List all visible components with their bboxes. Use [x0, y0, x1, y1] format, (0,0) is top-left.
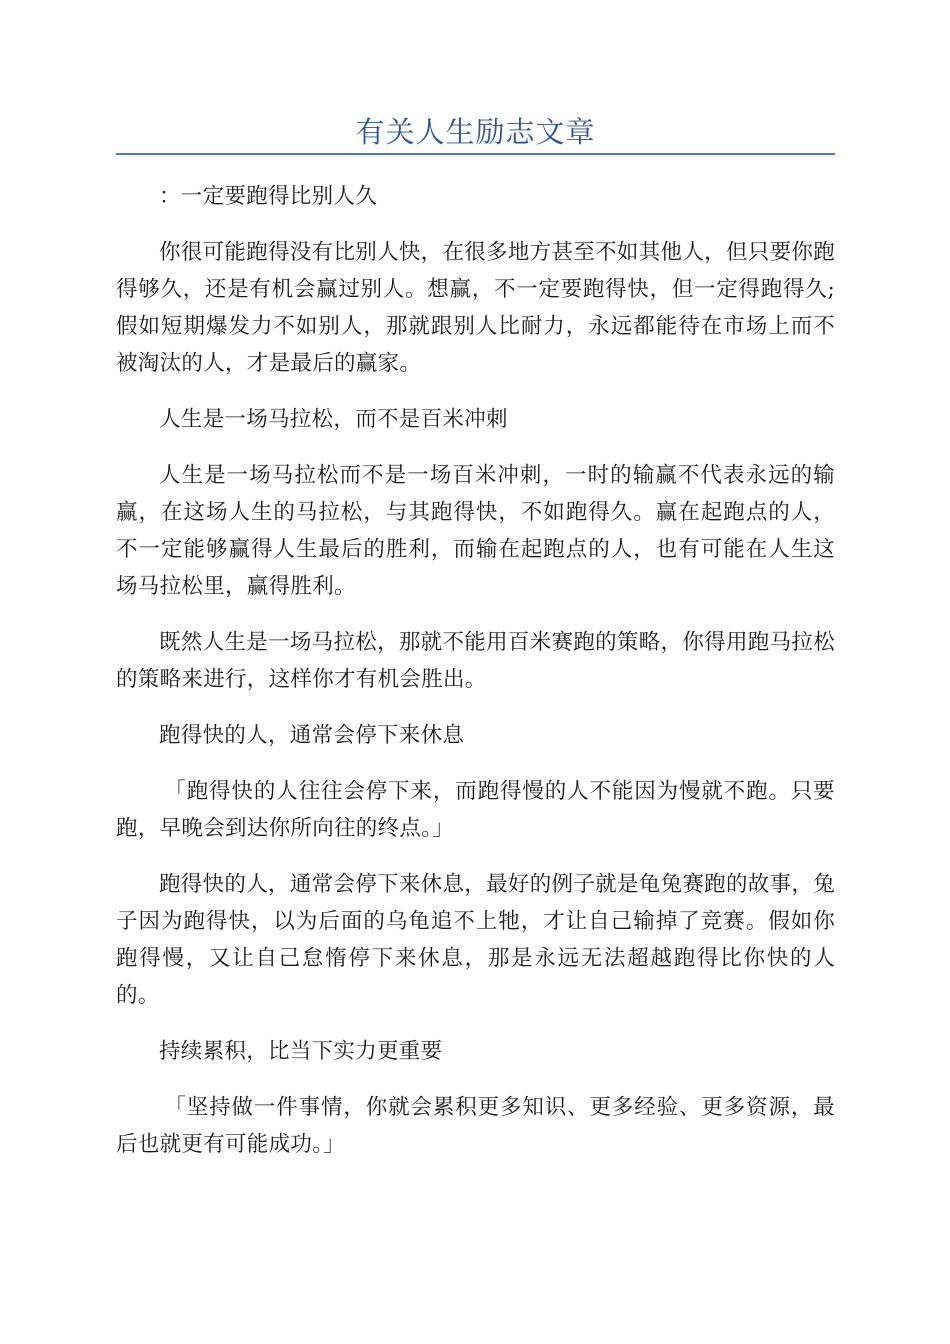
document-page	[116, 0, 835, 1182]
paragraph-heading-2: 人生是一场马拉松，而不是百米冲刺	[159, 407, 508, 432]
document-title: 有关人生励志文章	[355, 115, 596, 149]
document-body	[116, 178, 835, 1163]
title-underline	[116, 153, 835, 155]
paragraph-quote-2: 「坚持做一件事情，你就会累积更多知识、更多经验、更多资源，最后也就更有可能成功。」	[116, 1095, 835, 1157]
paragraph-heading-4: 持续累积，比当下实力更重要	[159, 1039, 443, 1064]
paragraph-body-1: 你很可能跑得没有比别人快，在很多地方甚至不如其他人，但只要你跑得够久，还是有机会赢过别人。想赢，不一定要跑得快，但一定得跑得久;假如短期爆发力不如别人，那就跟别人比耐力，永远都能待在市场上而不被淘汰的人，才是最后的赢家。	[116, 240, 835, 376]
paragraph-heading-3: 跑得快的人，通常会停下来休息	[159, 723, 465, 748]
paragraph-quote-1: 「跑得快的人往往会停下来，而跑得慢的人不能因为慢就不跑。只要跑，早晚会到达你所向往的终点。」	[116, 779, 835, 841]
paragraph-body-4: 跑得快的人，通常会停下来休息，最好的例子就是龟兔赛跑的故事，兔子因为跑得快，以为后面的乌龟追不上牠，才让自己输掉了竞赛。假如你跑得慢，又让自己怠惰停下来休息，那是永远无法超越跑得比你快的人的。	[116, 872, 835, 1008]
paragraph-body-2: 人生是一场马拉松而不是一场百米冲刺，一时的输赢不代表永远的输赢，在这场人生的马拉松，与其跑得快，不如跑得久。赢在起跑点的人，不一定能够赢得人生最后的胜利，而输在起跑点的人，也有可能在人生这场马拉松里，赢得胜利。	[116, 463, 835, 599]
paragraph-heading-1: ：一定要跑得比别人久	[159, 184, 378, 209]
paragraph-body-3: 既然人生是一场马拉松，那就不能用百米赛跑的策略，你得用跑马拉松的策略来进行，这样你才有机会胜出。	[116, 630, 835, 692]
